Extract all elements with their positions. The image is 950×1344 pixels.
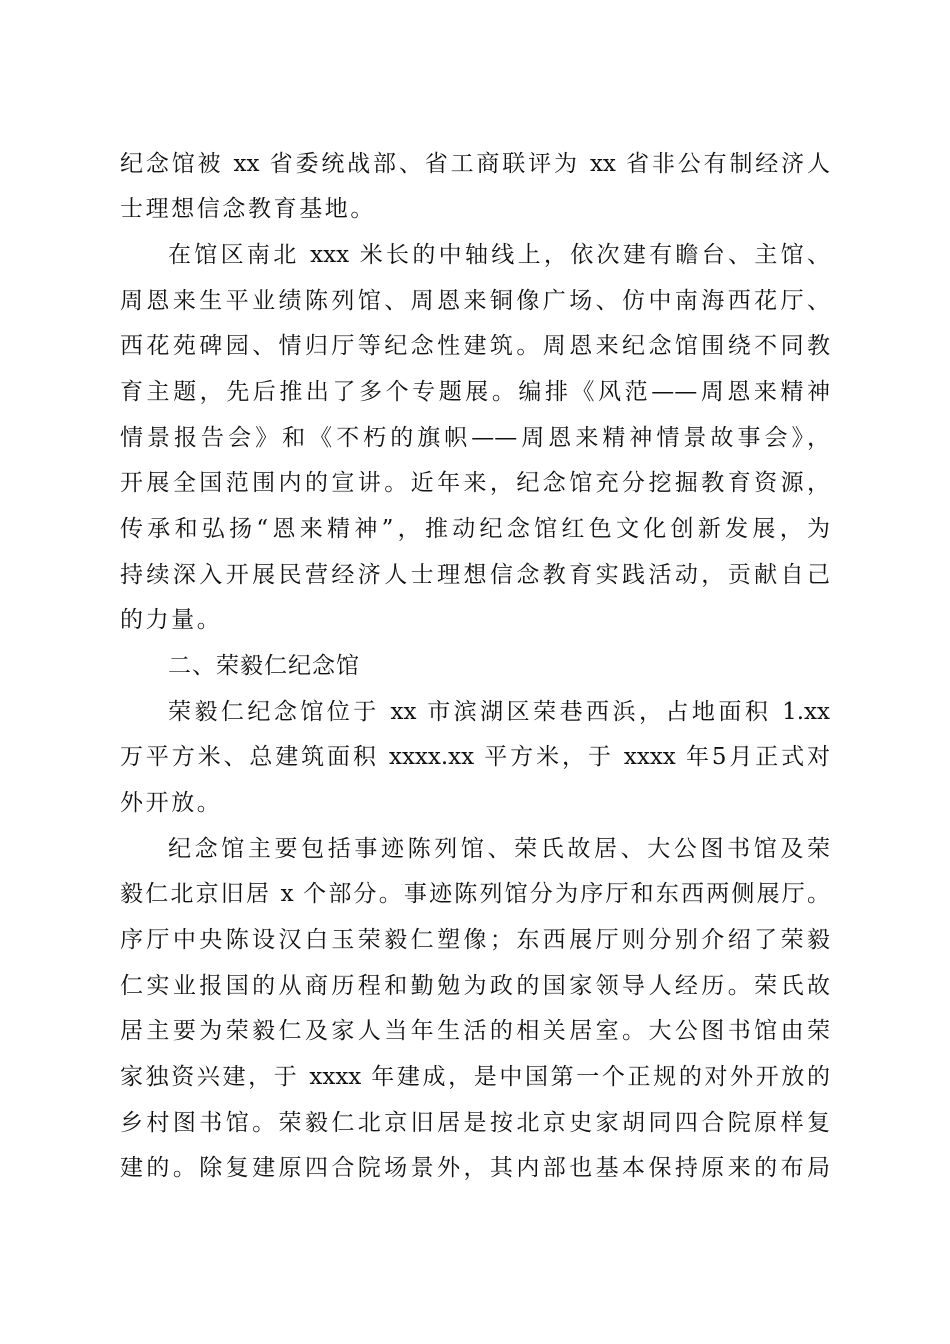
paragraph-line: 外开放。	[120, 790, 223, 816]
paragraph-line: 纪念馆主要包括事迹陈列馆、荣氏故居、大公图书馆及荣	[168, 836, 830, 862]
paragraph-line: 万平方米、总建筑面积 xxxx.xx 平方米，于 xxxx 年5月正式对	[120, 744, 830, 770]
paragraph-line: 荣毅仁纪念馆位于 xx 市滨湖区荣巷西浜，占地面积 1.xx	[168, 699, 830, 725]
paragraph-line: 毅仁北京旧居 x 个部分。事迹陈列馆分为序厅和东西两侧展厅。	[120, 881, 830, 907]
paragraph-line: 建的。除复建原四合院场景外，其内部也基本保持原来的布局	[120, 1155, 830, 1181]
paragraph-line: 居主要为荣毅仁及家人当年生活的相关居室。大公图书馆由荣	[120, 1018, 830, 1044]
paragraph-line: 乡村图书馆。荣毅仁北京旧居是按北京史家胡同四合院原样复	[120, 1110, 830, 1136]
paragraph-line: 周恩来生平业绩陈列馆、周恩来铜像广场、仿中南海西花厅、	[120, 288, 830, 314]
paragraph-line: 家独资兴建，于 xxxx 年建成，是中国第一个正规的对外开放的	[120, 1064, 830, 1090]
paragraph-line: 情景报告会》和《不朽的旗帜——周恩来精神情景故事会》，	[120, 425, 830, 451]
paragraph-line: 仁实业报国的从商历程和勤勉为政的国家领导人经历。荣氏故	[120, 973, 830, 999]
paragraph-line: 持续深入开展民营经济人士理想信念教育实践活动，贡献自己	[120, 562, 830, 588]
paragraph-line: 纪念馆被 xx 省委统战部、省工商联评为 xx 省非公有制经济人	[120, 151, 830, 177]
paragraph-line: 序厅中央陈设汉白玉荣毅仁塑像；东西展厅则分别介绍了荣毅	[120, 927, 830, 953]
paragraph-line: 西花苑碑园、情归厅等纪念性建筑。周恩来纪念馆围绕不同教	[120, 333, 830, 359]
paragraph-line: 士理想信念教育基地。	[120, 196, 376, 222]
paragraph-line: 传承和弘扬“恩来精神”，推动纪念馆红色文化创新发展，为	[120, 516, 830, 542]
paragraph-line: 开展全国范围内的宣讲。近年来，纪念馆充分挖掘教育资源，	[120, 470, 830, 496]
paragraph-line: 的力量。	[120, 607, 223, 633]
paragraph-line: 育主题，先后推出了多个专题展。编排《风范——周恩来精神	[120, 379, 830, 405]
section-heading: 二、荣毅仁纪念馆	[168, 653, 360, 679]
paragraph-line: 在馆区南北 xxx 米长的中轴线上，依次建有瞻台、主馆、	[168, 242, 830, 268]
